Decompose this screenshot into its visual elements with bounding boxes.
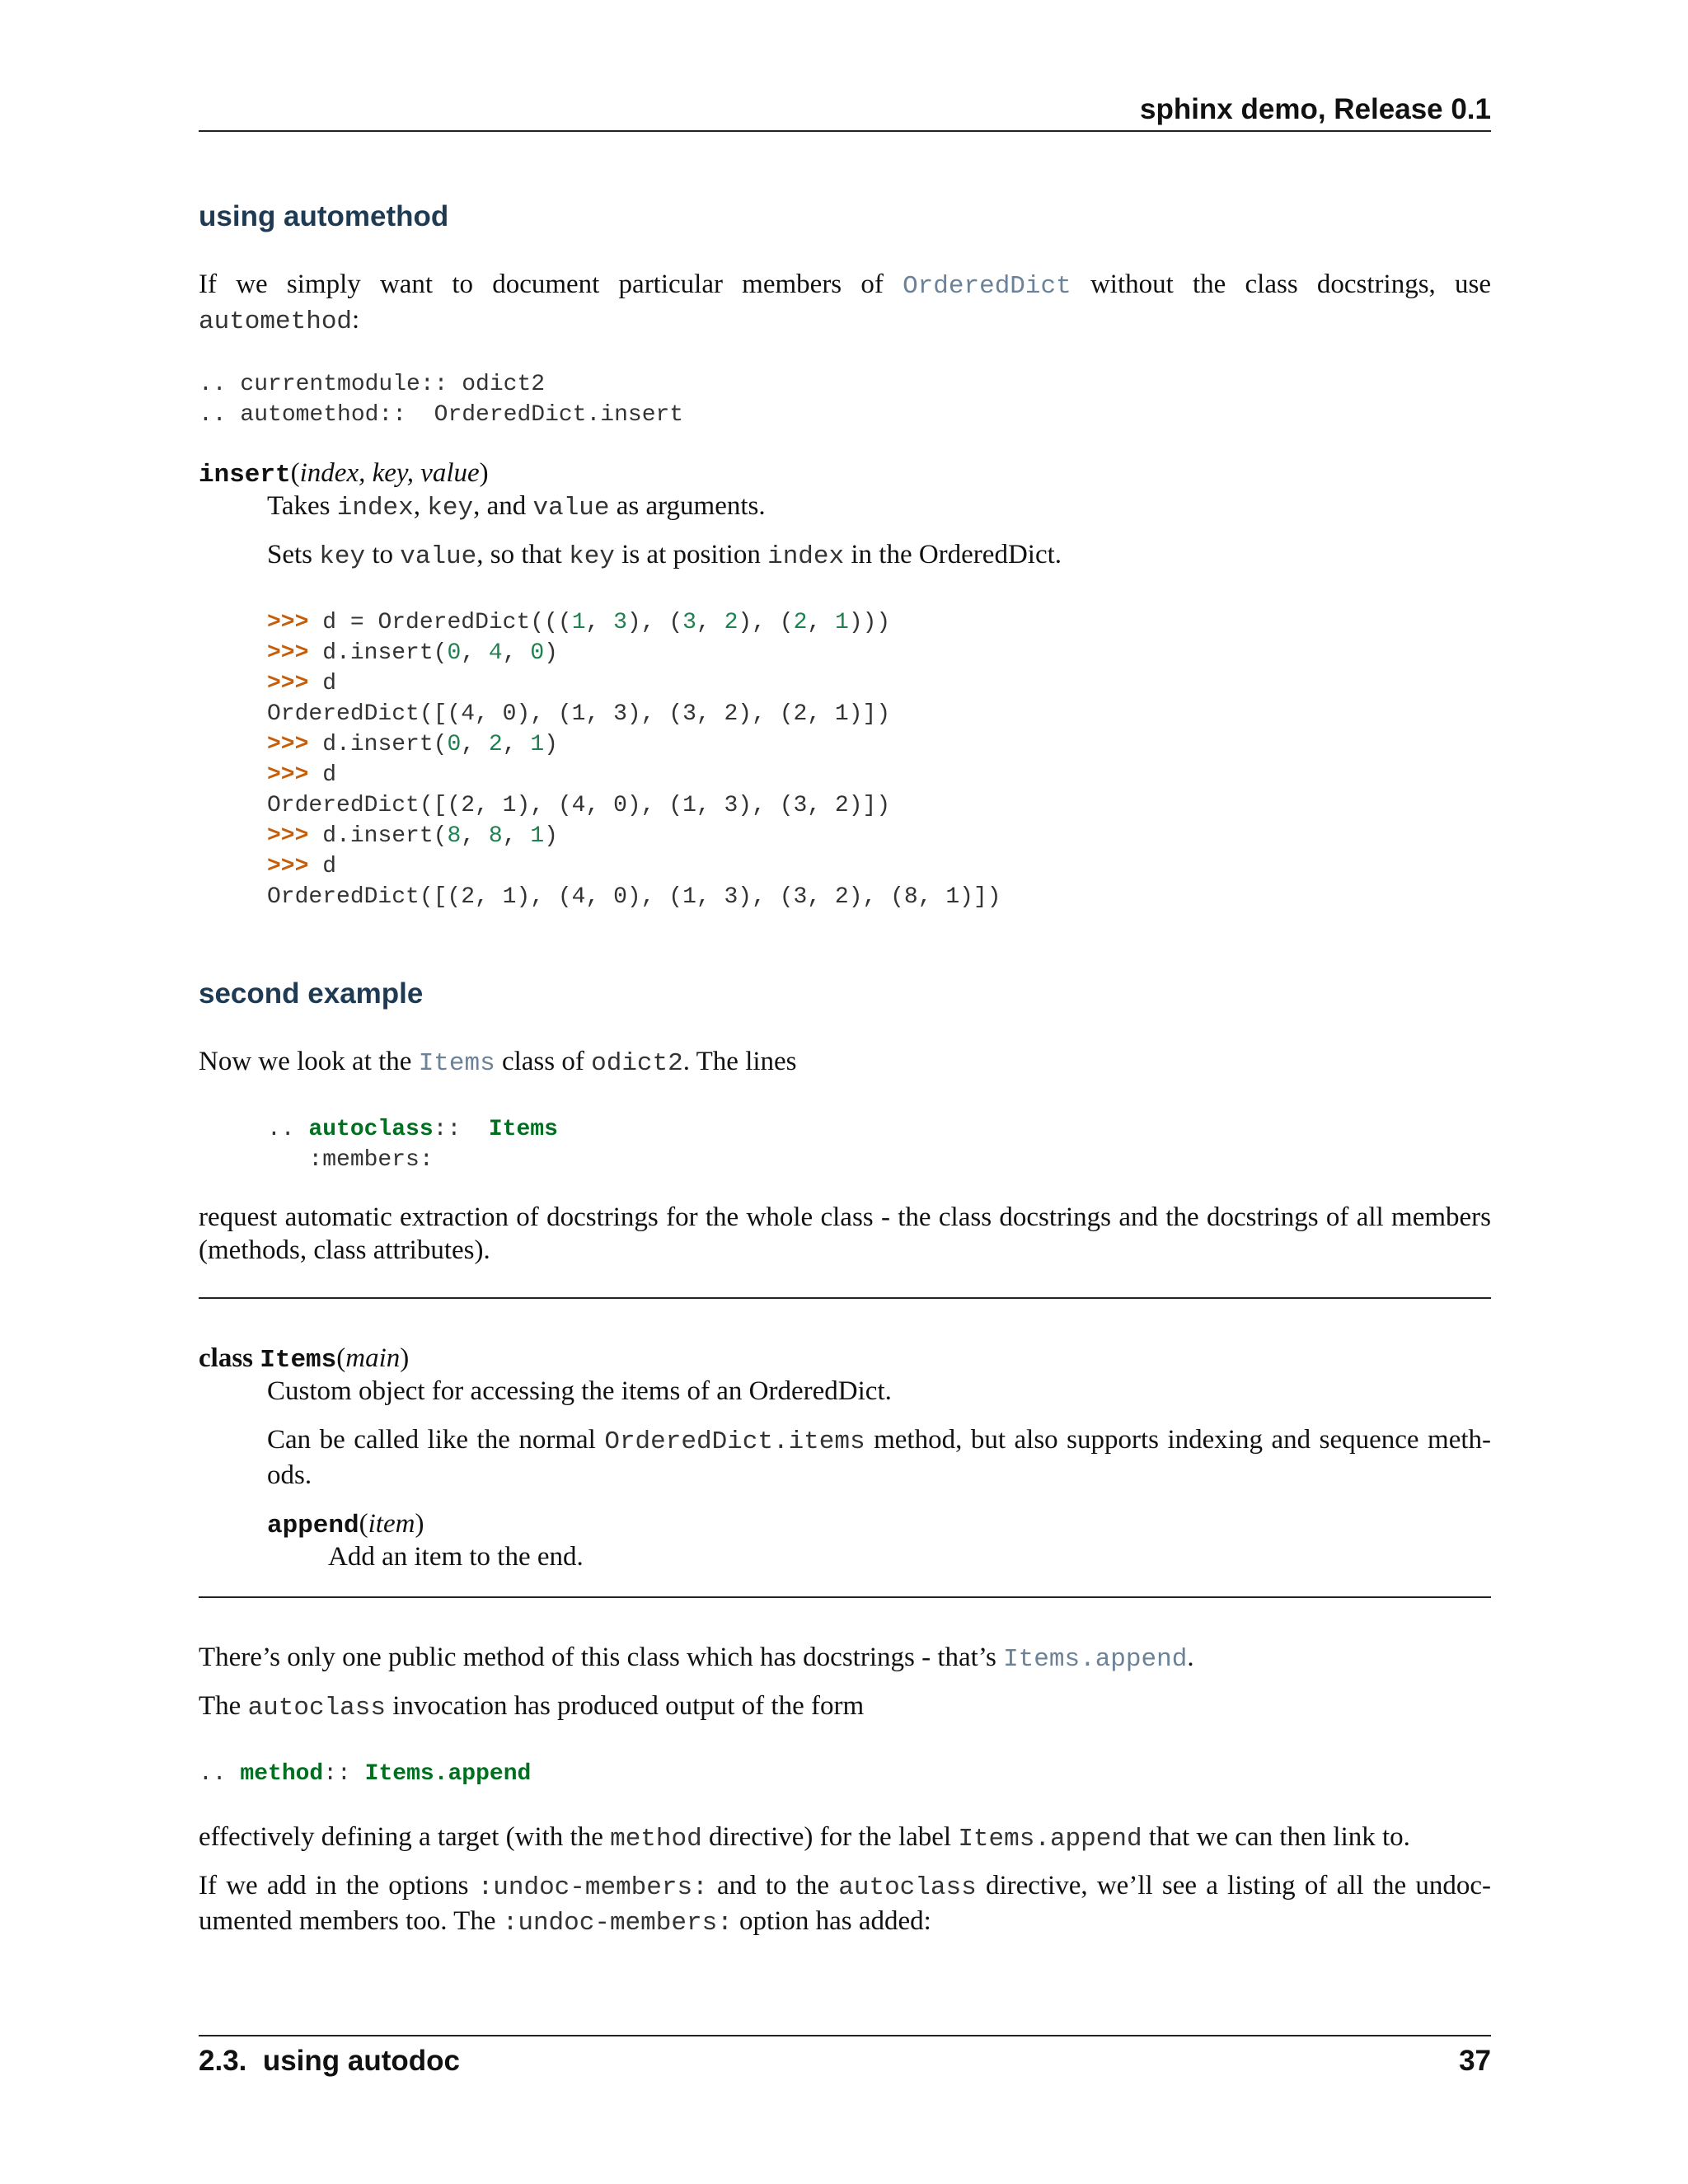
items-append-link[interactable]: Items.append: [1003, 1645, 1188, 1674]
section-heading-automethod: using automethod: [199, 200, 449, 232]
doctest-output: OrderedDict([(2, 1), (4, 0), (1, 3), (3, 2), (8, 1)]): [267, 884, 1001, 910]
footer-section: 2.3. using autodoc: [199, 2045, 460, 2077]
doctest-line: >>> d = OrderedDict(((1, 3), (3, 2), (2, 1))): [267, 610, 891, 635]
append-signature: append(item): [267, 1509, 424, 1540]
class-block-bottom-rule: [199, 1596, 1491, 1598]
doctest-block: [267, 607, 1491, 912]
insert-signature: insert(index, key, value): [199, 458, 489, 490]
autoclass-code-block: .. autoclass:: Items :members:: [267, 1117, 558, 1173]
insert-method-name: insert: [199, 461, 291, 490]
directive-code-block: .. currentmodule:: odict2 .. automethod:: OrderedDict.insert: [199, 372, 684, 428]
insert-desc-2: Sets key to value, so that key is at position index in the OrderedDict.: [267, 540, 1062, 571]
autoclass-explanation: request automatic extraction of docstrings for the whole class - the class docstrings and the docstrings of all members (methods, class attributes).: [199, 1202, 1491, 1265]
items-class-name: Items: [260, 1346, 337, 1375]
intro-line-2: automethod:: [199, 305, 360, 336]
items-link[interactable]: Items: [418, 1049, 495, 1078]
intro-paragraph: [199, 268, 1491, 339]
class-desc-1: Custom object for accessing the items of an OrderedDict.: [267, 1376, 892, 1406]
doctest-line: >>> d: [267, 671, 337, 696]
class-signature: class Items(main): [199, 1343, 410, 1375]
class-desc-2: Can be called like the normal OrderedDict.items method, but also supports indexing and sequence meth- ods.: [267, 1425, 1492, 1490]
header-rule: [199, 130, 1491, 132]
section-heading-second-example: second example: [199, 977, 424, 1010]
doctest-line: >>> d.insert(8, 8, 1): [267, 823, 558, 849]
page-number: 37: [1459, 2045, 1491, 2077]
second-intro-paragraph: Now we look at the Items class of odict2. The lines: [199, 1047, 797, 1078]
footer-rule: [199, 2035, 1491, 2036]
intro-line-1: If we simply want to document particular members of OrderedDict without the class docstrings, use: [199, 269, 1491, 301]
running-header: sphinx demo, Release 0.1: [1139, 93, 1491, 125]
public-method-paragraph: There’s only one public method of this class which has docstrings - that’s Items.append.: [199, 1643, 1194, 1674]
target-paragraph: effectively defining a target (with the method directive) for the label Items.append that we can then link to.: [199, 1822, 1410, 1854]
append-desc: Add an item to the end.: [328, 1542, 584, 1572]
doctest-output: OrderedDict([(2, 1), (4, 0), (1, 3), (3, 2)]): [267, 793, 891, 818]
ordereddict-link[interactable]: OrderedDict: [903, 272, 1071, 301]
insert-params: index, key, value: [299, 458, 480, 488]
method-code-block: .. method:: Items.append: [199, 1761, 532, 1787]
doctest-line: >>> d: [267, 762, 337, 788]
undoc-members-paragraph: If we add in the options :undoc-members: and to the autoclass directive, we’ll see a listing of all the undoc- umented members too. The :undoc-members: option has added:: [199, 1871, 1491, 1938]
doctest-output: OrderedDict([(4, 0), (1, 3), (3, 2), (2, 1)]): [267, 701, 891, 727]
class-block-top-rule: [199, 1297, 1491, 1299]
document-page: [199, 0, 1491, 2184]
doctest-line: >>> d: [267, 854, 337, 879]
doctest-line: >>> d.insert(0, 2, 1): [267, 732, 558, 757]
autoclass-output-paragraph: The autoclass invocation has produced output of the form: [199, 1691, 865, 1722]
append-method-name: append: [267, 1511, 359, 1540]
doctest-line: >>> d.insert(0, 4, 0): [267, 640, 558, 666]
running-footer: [199, 2042, 1491, 2080]
insert-desc-1: Takes index, key, and value as arguments.: [267, 491, 766, 523]
